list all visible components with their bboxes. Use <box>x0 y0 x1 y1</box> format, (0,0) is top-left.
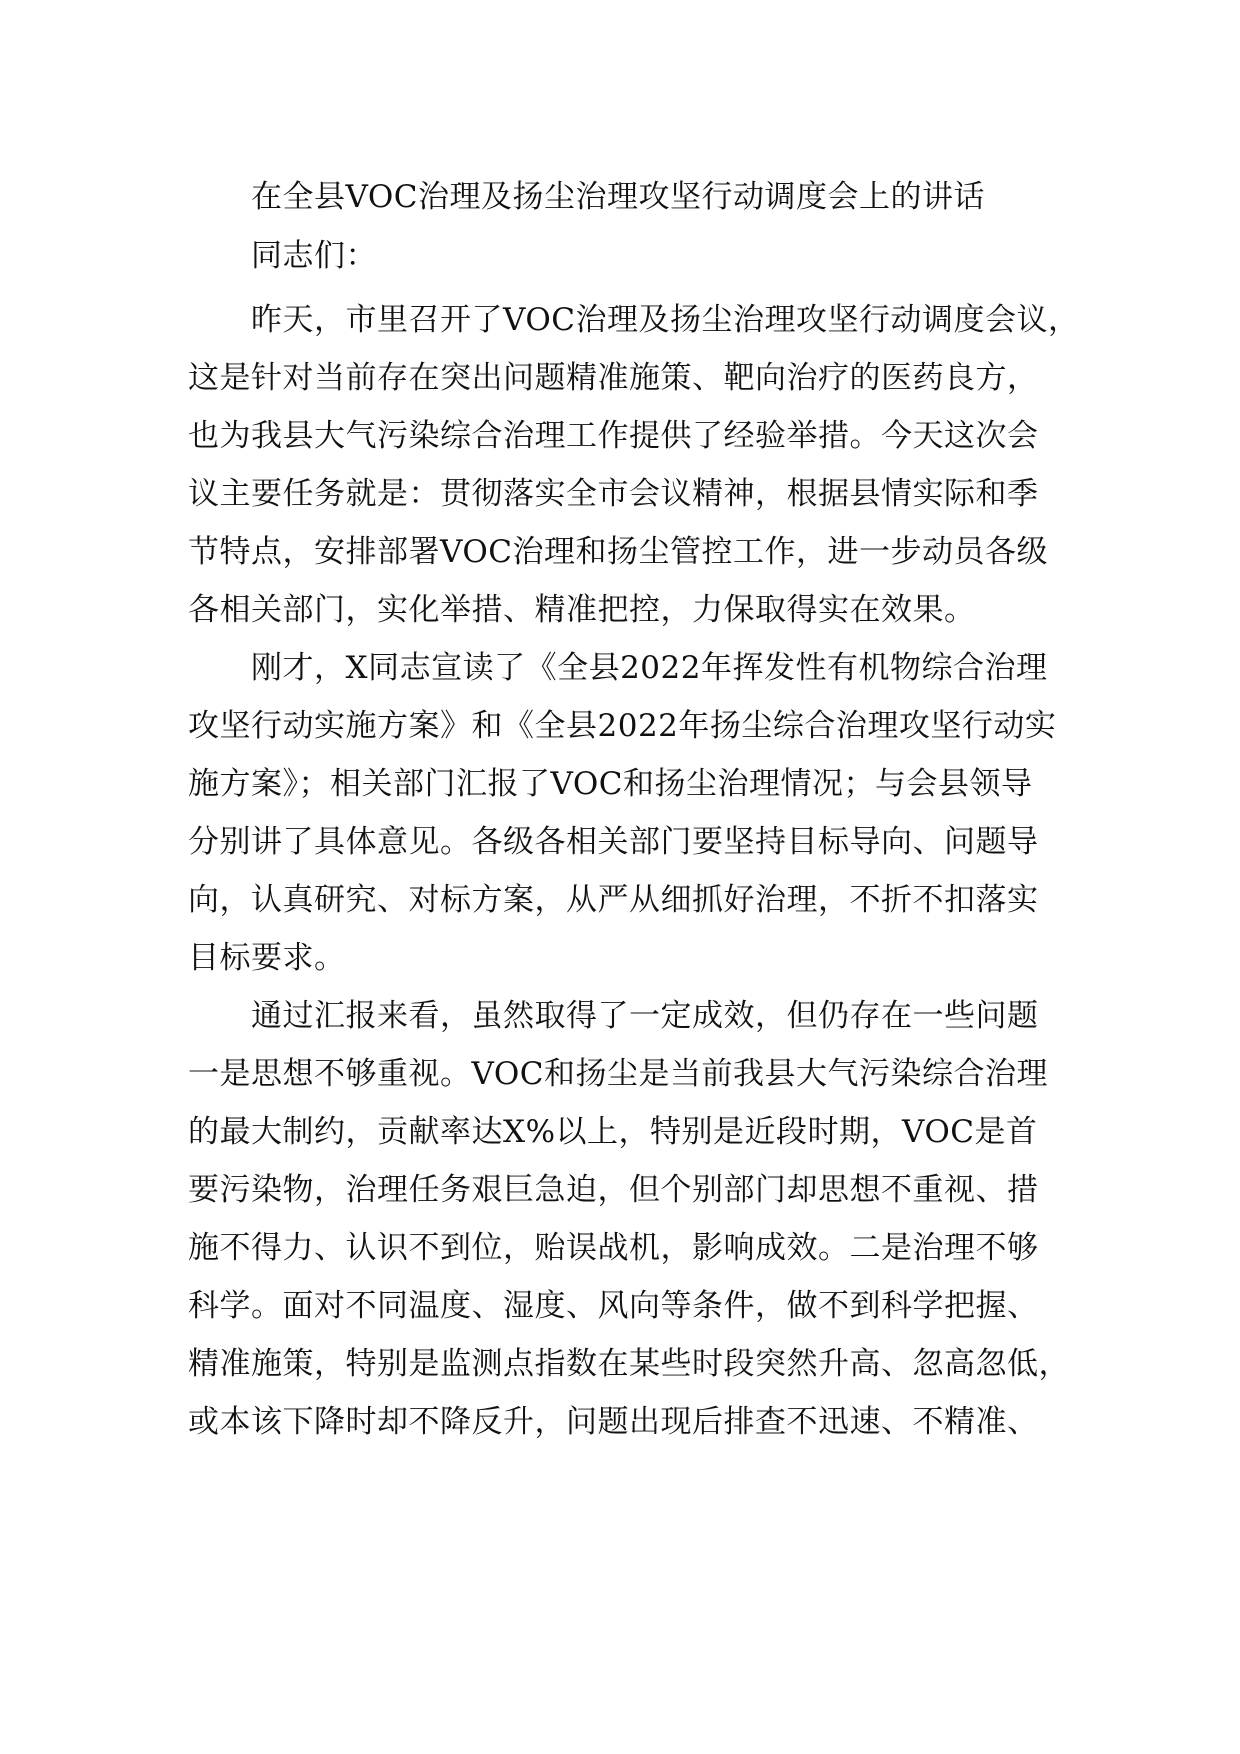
paragraph-3-line-3: 的最大制约，贡献率达X%以上，特别是近段时期，VOC是首 <box>188 1114 1038 1150</box>
paragraph-2-line-1: 刚才，X同志宣读了《全县2022年挥发性有机物综合治理 <box>251 650 1048 686</box>
paragraph-1-line-1: 昨天，市里召开了VOC治理及扬尘治理攻坚行动调度会议， <box>251 302 1080 338</box>
document-title: 在全县VOC治理及扬尘治理攻坚行动调度会上的讲话 <box>251 179 985 215</box>
paragraph-2-line-5: 向，认真研究、对标方案，从严从细抓好治理，不折不扣落实 <box>188 882 1039 918</box>
paragraph-3-line-6: 科学。面对不同温度、湿度、风向等条件，做不到科学把握、 <box>188 1288 1039 1324</box>
paragraph-1-line-6: 各相关部门，实化举措、精准把控，力保取得实在效果。 <box>188 592 976 628</box>
paragraph-3-line-2: 一是思想不够重视。VOC和扬尘是当前我县大气污染综合治理 <box>188 1056 1048 1092</box>
paragraph-3-line-1: 通过汇报来看，虽然取得了一定成效，但仍存在一些问题 <box>251 998 1039 1034</box>
paragraph-2-line-6: 目标要求。 <box>188 940 346 976</box>
paragraph-1-line-5: 节特点，安排部署VOC治理和扬尘管控工作，进一步动员各级 <box>188 534 1048 570</box>
salutation: 同志们： <box>251 238 377 274</box>
paragraph-3-line-4: 要污染物，治理任务艰巨急迫，但个别部门却思想不重视、措 <box>188 1172 1039 1208</box>
paragraph-2-line-3: 施方案》；相关部门汇报了VOC和扬尘治理情况；与会县领导 <box>188 766 1033 802</box>
paragraph-1-line-2: 这是针对当前存在突出问题精准施策、靶向治疗的医药良方， <box>188 360 1039 396</box>
paragraph-2-line-2: 攻坚行动实施方案》和《全县2022年扬尘综合治理攻坚行动实 <box>188 708 1057 744</box>
paragraph-1-line-4: 议主要任务就是：贯彻落实全市会议精神，根据县情实际和季 <box>188 476 1039 512</box>
paragraph-3-line-5: 施不得力、认识不到位，贻误战机，影响成效。二是治理不够 <box>188 1230 1039 1266</box>
paragraph-3-line-8: 或本该下降时却不降反升，问题出现后排查不迅速、不精准、 <box>188 1404 1039 1440</box>
paragraph-1-line-3: 也为我县大气污染综合治理工作提供了经验举措。今天这次会 <box>188 418 1039 454</box>
paragraph-3-line-7: 精准施策，特别是监测点指数在某些时段突然升高、忽高忽低， <box>188 1346 1070 1382</box>
paragraph-2-line-4: 分别讲了具体意见。各级各相关部门要坚持目标导向、问题导 <box>188 824 1039 860</box>
